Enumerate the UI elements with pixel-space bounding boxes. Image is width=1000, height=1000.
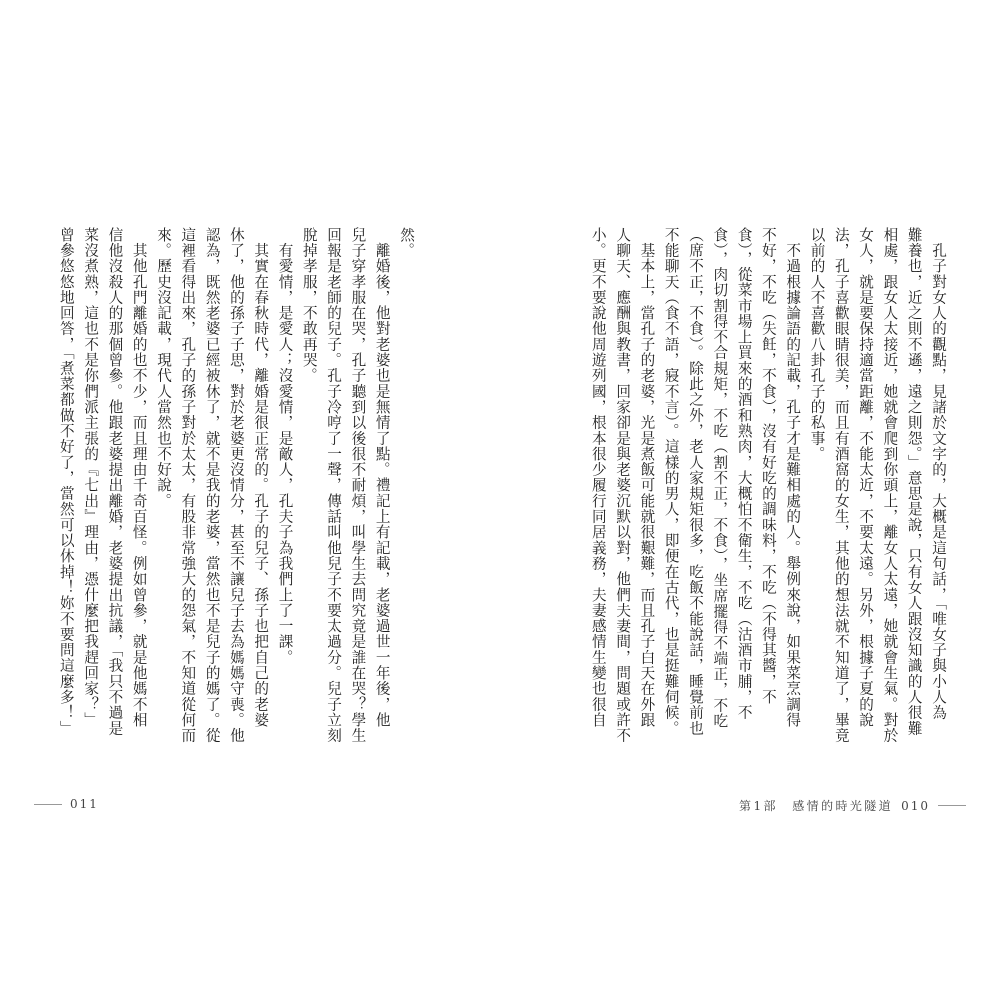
text-column: 相處，跟女人太接近，她就會爬到你頭上，離女人太遠，她就會生氣。對於: [881, 227, 899, 744]
text-column: 小。更不要說他周遊列國，根本很少履行同居義務，夫妻感情生變也很自: [589, 227, 607, 728]
text-column: 菜沒煮熟，這也不是你們派主張的『七出』理由，憑什麼把我趕回家？」: [82, 227, 100, 728]
text-column: 其實在春秋時代，離婚是很正常的。孔子的兒子、孫子也把自己的老婆: [252, 227, 270, 728]
footer-rule: [938, 805, 966, 806]
page-number-010: 010: [901, 798, 930, 813]
text-column: 食），肉切割得不合規矩，不吃（割不正，不食），坐席擺得不端正，不吃: [711, 227, 729, 729]
text-column: 有愛情，是愛人；沒愛情，是敵人，孔夫子為我們上了一課。: [276, 227, 294, 666]
text-column: 基本上，當孔子的老婆，光是煮飯可能就很艱難，而且孔子白天在外跟: [638, 227, 656, 728]
text-column: 難養也，近之則不遜，遠之則怨。」意思是說，只有女人跟沒知識的人很難: [905, 227, 923, 737]
right-page: [500, 0, 1000, 1000]
text-column: 信他沒殺人的那個曾參。他跟老婆提出離婚，老婆提出抗議，「我只不過是: [106, 227, 124, 737]
text-column: 然。: [398, 227, 415, 259]
text-column: （席不正，不食）。除此之外，老人家規矩很多，吃飯不能說話，睡覺前也: [687, 227, 705, 737]
text-column: 不能聊天（食不語，寢不言）。這樣的男人，即便在古代，也是挺難伺候。: [662, 227, 680, 737]
text-column: 離婚後，他對老婆也是無情了點。禮記上有記載，老婆過世一年後，他: [373, 227, 391, 728]
left-page-body: [54, 227, 418, 744]
running-head: 第1部 感情的時光隧道: [739, 799, 894, 813]
right-page-body: [586, 227, 950, 744]
text-column: 不過根據論語的記載，孔子才是難相處的人。舉例來說，如果菜烹調得: [784, 227, 802, 728]
page-number-011: 011: [70, 797, 99, 811]
footer-rule: [34, 804, 62, 805]
text-column: 脫掉孝服，不敢再哭。: [300, 227, 318, 384]
text-column: 休了，他的孫子子思，對於老婆更沒情分，甚至不讓兒子去為媽媽守喪。他: [227, 227, 245, 744]
text-column: 以前的人不喜歡八卦孔子的私事。: [808, 227, 826, 462]
text-column: 人聊天、應酬與教書，回家卻是與老婆沉默以對，他們夫妻間，問題或許不: [614, 227, 632, 744]
text-column: 不好，不吃（失飪，不食），沒有好吃的調味料，不吃（不得其醬，不: [759, 227, 777, 705]
text-column: 曾參悠悠地回答，「煮菜都做不好了，當然可以休掉！妳不要問這麼多！」: [57, 227, 75, 737]
text-column: 回報是老師的兒子。孔子冷哼了一聲，傳話叫他兒子不要太過分。兒子立刻: [325, 227, 343, 744]
text-column: 兒子穿孝服在哭，孔子聽到以後很不耐煩，叫學生去問究竟是誰在哭？學生: [349, 227, 367, 744]
text-column: 食），從菜市場上買來的酒和熟肉，大概怕不衛生，不吃（沽酒市脯，不: [735, 227, 753, 721]
text-column: 法，孔子喜歡眼睛很美，而且有酒窩的女生，其他的想法就不知道了，畢竟: [832, 227, 850, 744]
text-column: 這裡看得出來，孔子的孫子對於太太，有股非常強大的怨氣，不知道從何而: [179, 227, 197, 744]
text-column: 其他孔門離婚的也不少，而且理由千奇百怪。例如曾參，就是他媽不相: [130, 227, 148, 728]
text-column: 來。歷史沒記載，現代人當然也不好說。: [155, 227, 173, 509]
text-column: 孔子對女人的觀點，見諸於文字的，大概是這句話，「唯女子與小人為: [930, 227, 947, 721]
text-column: 女人，就是要保持適當距離，不能太近，不要太遠。另外，根據子夏的說: [857, 227, 875, 728]
text-column: 認為，既然老婆已經被休了，就不是我的老婆，當然也不是兒子的媽了。從: [203, 227, 221, 744]
right-page-footer: [739, 797, 966, 814]
left-page-footer: [34, 797, 99, 811]
